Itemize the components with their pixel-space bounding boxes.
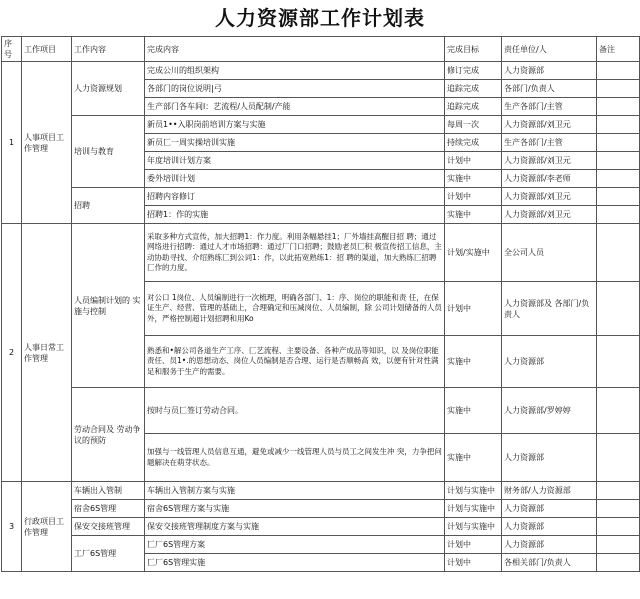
- target-cell: 计划与实施中: [445, 482, 502, 500]
- target-cell: 实施中: [445, 170, 502, 188]
- task-cell: 匚厂6S管理方案: [145, 536, 445, 554]
- owner-cell: 人力资源部: [502, 434, 597, 482]
- task-cell: 完成公川的组织架构: [145, 62, 445, 80]
- owner-cell: 人力资源部/李老师: [502, 170, 597, 188]
- work-content: 人员编制计划的 实施与控制: [72, 224, 145, 388]
- page-title: 人力资源部工作计划表: [215, 6, 425, 30]
- target-cell: 计划中: [445, 554, 502, 572]
- owner-cell: 各相关部门/负责人: [502, 554, 597, 572]
- work-project: 人事项目工作管理: [22, 62, 72, 224]
- work-content: 宿舍6S管理: [72, 500, 145, 518]
- target-cell: 实施中: [445, 336, 502, 388]
- header-cell: 完成内容: [145, 37, 445, 62]
- task-cell: 招聘内容修订: [145, 188, 445, 206]
- task-cell: 匚厂6S管理实施: [145, 554, 445, 572]
- task-cell: 年度培训计划方案: [145, 152, 445, 170]
- header-cell: 序号: [2, 37, 22, 62]
- target-cell: 计划与实施中: [445, 518, 502, 536]
- work-content: 保安交接班管理: [72, 518, 145, 536]
- work-content: 培训与教育: [72, 116, 145, 188]
- work-content: 工厂6S管理: [72, 536, 145, 572]
- target-cell: 持续完成: [445, 134, 502, 152]
- section-number: 1: [2, 62, 22, 224]
- work-project: 行政项目工作管理: [22, 482, 72, 572]
- section-number: 2: [2, 224, 22, 482]
- target-cell: 追踪完成: [445, 80, 502, 98]
- target-cell: 计划/实施中: [445, 224, 502, 282]
- remark-cell: [597, 134, 640, 152]
- owner-cell: 人力资源部/刘卫元: [502, 188, 597, 206]
- section-number: 3: [2, 482, 22, 572]
- remark-cell: [597, 80, 640, 98]
- table-row: [2, 536, 640, 554]
- owner-cell: 人力资源部: [502, 536, 597, 554]
- table-row: [2, 482, 640, 500]
- task-cell: 车辆出入管制方案与实施: [145, 482, 445, 500]
- owner-cell: 人力资源部/罗婷婷: [502, 388, 597, 434]
- target-cell: 实施中: [445, 206, 502, 224]
- table-row: [2, 224, 640, 282]
- task-cell: 熟悉和•解公司各道生产工序、匚艺流程、主要设备、各种产成品等知识，以 及岗位职能责任、员1•.的思想动态、岗位人员编制是否合理、运行是否顺畅高 效，以便有针对性满足和服务于生产的需要。: [145, 336, 445, 388]
- remark-cell: [597, 188, 640, 206]
- remark-cell: [597, 518, 640, 536]
- table-row: [2, 518, 640, 536]
- task-cell: 按时与员匚签订劳动合同。: [145, 388, 445, 434]
- remark-cell: [597, 62, 640, 80]
- remark-cell: [597, 116, 640, 134]
- remark-cell: [597, 536, 640, 554]
- task-cell: 招聘1：作的实施: [145, 206, 445, 224]
- work-content: 人力资源规划: [72, 62, 145, 116]
- task-cell: 采取多种方式宣传，加大招聘1：作力度。利用条幅悬挂1；厂外墙挂高醒目招 聘；通过网络进行招聘：通过人才市场招聘：通过厂门口招聘；鼓励老员匚积 极宣传招工信息，主动协助寻找、介绍熟练匚到公词1：作，以此拓宽熟练1：招 聘的渠道，加大熟练匚招聘匚作的力度。: [145, 224, 445, 282]
- header-cell: 工作项目: [22, 37, 72, 62]
- header-cell: 责任单位/人: [502, 37, 597, 62]
- owner-cell: 人力资源部/刘卫元: [502, 152, 597, 170]
- work-content: 招聘: [72, 188, 145, 224]
- owner-cell: 全公司人员: [502, 224, 597, 282]
- work-content: 车辆出入管制: [72, 482, 145, 500]
- remark-cell: [597, 152, 640, 170]
- owner-cell: 人力资源部: [502, 62, 597, 80]
- work-plan-table: [1, 36, 640, 572]
- task-cell: 对公口 1岗位、人员编制进行一次梳理，明确各部门、1：序、岗位的职能和责 任，在保证生产、经营、管理的基础上，合理确定和压减岗位、人员编制，除 公司计划储备的人员外，严格控制超计划招聘和用Ko: [145, 282, 445, 336]
- task-cell: 保安交接班管理制度方案与实施: [145, 518, 445, 536]
- task-cell: 各部门的岗位说明|弓: [145, 80, 445, 98]
- header-cell: 完成目标: [445, 37, 502, 62]
- target-cell: 追踪完成: [445, 98, 502, 116]
- header-cell: 工作内容: [72, 37, 145, 62]
- task-cell: 新员匚一周实操培训实施: [145, 134, 445, 152]
- owner-cell: 人力资源部/刘卫元: [502, 116, 597, 134]
- owner-cell: 人力资源部: [502, 336, 597, 388]
- target-cell: 计划与实施中: [445, 500, 502, 518]
- owner-cell: 各部门/负责人: [502, 80, 597, 98]
- owner-cell: 人力资源部: [502, 500, 597, 518]
- work-content: 劳动合同及 劳动争议的预防: [72, 388, 145, 482]
- owner-cell: 财务部/人力资源部: [502, 482, 597, 500]
- target-cell: 计划中: [445, 536, 502, 554]
- owner-cell: 人力资源部及 各部门/负责人: [502, 282, 597, 336]
- remark-cell: [597, 434, 640, 482]
- target-cell: 实施中: [445, 434, 502, 482]
- task-cell: 生产部门各车间l：艺流程/人员配制/产能: [145, 98, 445, 116]
- target-cell: 计划中: [445, 188, 502, 206]
- table-row: [2, 388, 640, 434]
- remark-cell: [597, 336, 640, 388]
- header-cell: 备注: [597, 37, 640, 62]
- task-cell: 委外培训计划: [145, 170, 445, 188]
- remark-cell: [597, 224, 640, 282]
- owner-cell: 人力资源部/刘卫元: [502, 206, 597, 224]
- remark-cell: [597, 170, 640, 188]
- work-project: 人事日常工作管理: [22, 224, 72, 482]
- table-row: [2, 62, 640, 80]
- remark-cell: [597, 98, 640, 116]
- owner-cell: 人力资源部: [502, 518, 597, 536]
- task-cell: 加强与一线管理人员信息互通，避免或减少一线管理人员与员工之间发生冲 突，力争把问题解决在萌芽状态。: [145, 434, 445, 482]
- header-row: [2, 37, 640, 62]
- target-cell: 实施中: [445, 388, 502, 434]
- target-cell: 每周一次: [445, 116, 502, 134]
- task-cell: 新员1••入职岗前培训方案与实施: [145, 116, 445, 134]
- table-row: [2, 188, 640, 206]
- target-cell: 修订完成: [445, 62, 502, 80]
- table-row: [2, 116, 640, 134]
- remark-cell: [597, 500, 640, 518]
- target-cell: 计划中: [445, 282, 502, 336]
- owner-cell: 生产各部门/主管: [502, 98, 597, 116]
- remark-cell: [597, 282, 640, 336]
- remark-cell: [597, 206, 640, 224]
- table-row: [2, 500, 640, 518]
- owner-cell: 生产各部门/主管: [502, 134, 597, 152]
- target-cell: 计划中: [445, 152, 502, 170]
- remark-cell: [597, 554, 640, 572]
- remark-cell: [597, 388, 640, 434]
- remark-cell: [597, 482, 640, 500]
- task-cell: 宿舍6S管理方案与实施: [145, 500, 445, 518]
